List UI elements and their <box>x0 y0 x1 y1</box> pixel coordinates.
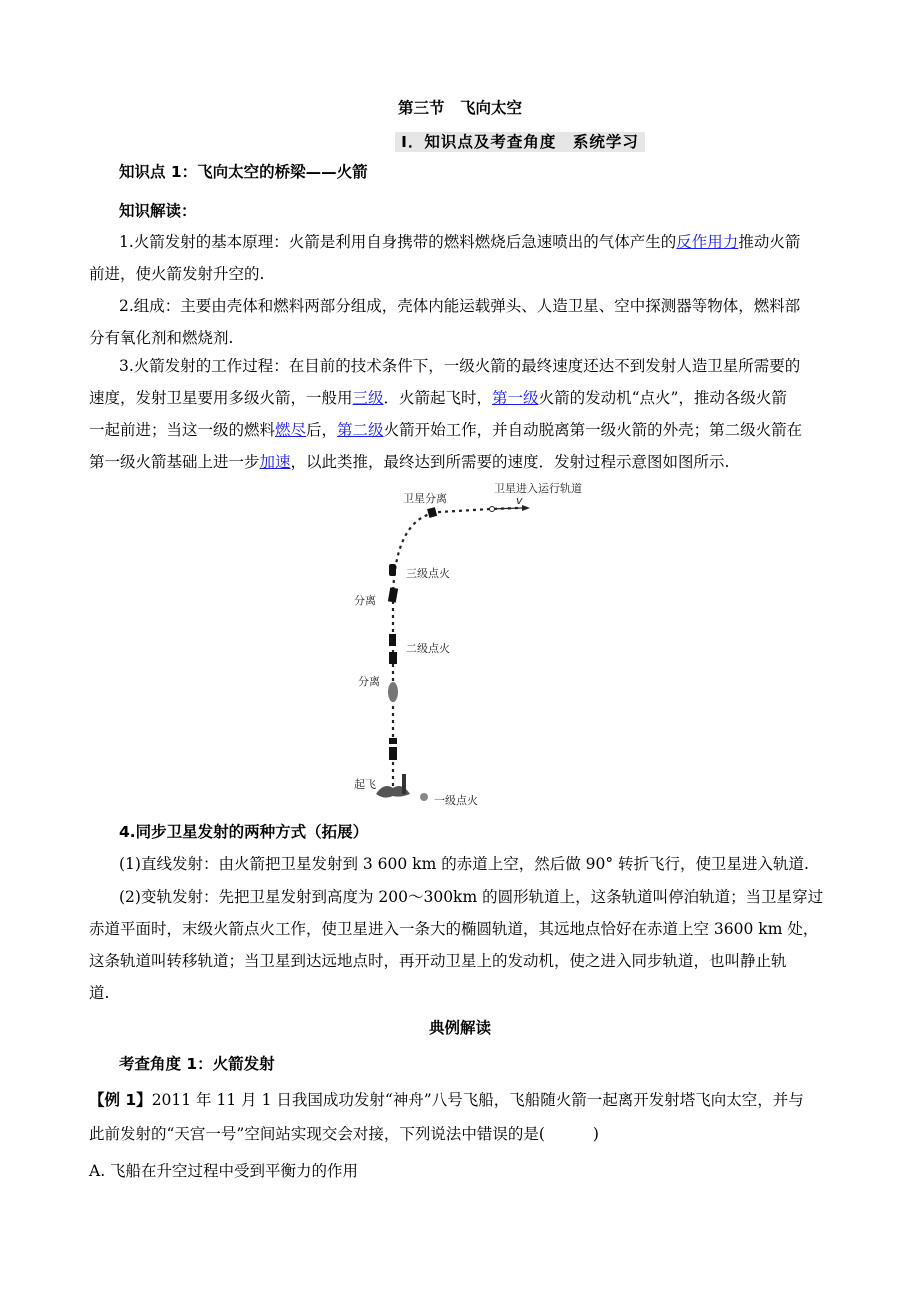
p3-text: ．火箭起飞时， <box>383 389 493 407</box>
satellite-dot <box>490 507 495 512</box>
example-1-label: 【例 1】 <box>89 1091 152 1109</box>
second-stage-body <box>389 652 397 664</box>
label-enter-orbit: 卫星进入运行轨道 <box>494 482 582 495</box>
p2-line2: 分有氧化剂和燃烧剂. <box>89 329 234 347</box>
p3-line1: 3.火箭发射的工作过程：在目前的技术条件下，一级火箭的最终速度还达不到发射人造卫星所需要的 <box>119 357 801 375</box>
link-three-stage[interactable]: 三级 <box>352 389 384 407</box>
link-burnout[interactable]: 燃尽 <box>275 421 307 439</box>
p3-text: 火箭开始工作，并自动脱离第一级火箭的外壳；第二级火箭在 <box>383 421 803 439</box>
p3-line3 <box>89 420 802 440</box>
p3-text: 第一级火箭基础上进一步 <box>89 453 260 471</box>
label-second-ignition: 二级点火 <box>406 642 450 655</box>
example-1-line1 <box>89 1090 804 1110</box>
first-stage-rocket <box>389 738 397 760</box>
examples-heading: 典例解读 <box>428 1019 491 1037</box>
p1-text-a: 1.火箭发射的基本原理：火箭是利用自身携带的燃料燃烧后急速喷出的气体产生的 <box>119 233 677 251</box>
second-stage-rocket <box>389 634 396 646</box>
example-1-text: 2011 年 11 月 1 日我国成功发射“神舟”八号飞船，飞船随火箭一起离开发射塔飞向太空，并与 <box>151 1091 804 1109</box>
link-accelerate[interactable]: 加速 <box>259 453 291 471</box>
p3-line4 <box>89 452 729 472</box>
link-reaction-force[interactable]: 反作用力 <box>676 233 739 251</box>
p3-text: 后， <box>306 421 338 439</box>
option-a[interactable]: A. 飞船在升空过程中受到平衡力的作用 <box>89 1162 359 1180</box>
launch-diagram-svg <box>340 476 582 811</box>
p4-method2-line2: 赤道平面时，末级火箭点火工作，使卫星进入一条大的椭圆轨道，其远地点恰好在赤道上空 3600 km 处， <box>89 920 819 938</box>
example-1-text: ) <box>592 1125 599 1143</box>
label-takeoff: 起飞 <box>354 778 376 791</box>
p3-text: ，以此类推，最终达到所需要的速度．发射过程示意图如图所示. <box>290 453 730 471</box>
p3-text: 火箭的发动机“点火”，推动各级火箭 <box>538 389 787 407</box>
p4-method2-line3: 这条轨道叫转移轨道；当卫星到达远地点时，再开动卫星上的发动机，使之进入同步轨道，也叫静止轨 <box>89 952 787 970</box>
smoke-puff <box>420 793 428 801</box>
label-satellite-separation: 卫星分离 <box>403 492 447 505</box>
section-banner <box>0 132 920 152</box>
example-1-line2 <box>89 1124 599 1144</box>
p3-text: 一起前进；当这一级的燃料 <box>89 421 276 439</box>
label-first-ignition: 一级点火 <box>434 794 478 807</box>
p1-line2: 前进，使火箭发射升空的. <box>89 265 265 283</box>
satellite-capsule <box>427 507 437 518</box>
p4-method2-line1: (2)变轨发射：先把卫星发射到高度为 200～300km 的圆形轨道上，这条轨道叫停泊轨道；当卫星穿过 <box>119 888 824 906</box>
link-second-stage[interactable]: 第二级 <box>337 421 384 439</box>
knowledge-point-title: 知识点 1：飞向太空的桥梁——火箭 <box>119 163 368 181</box>
label-velocity: v <box>516 494 523 507</box>
velocity-arrowhead <box>522 505 530 511</box>
banner-text: Ⅰ．知识点及考查角度 系统学习 <box>395 132 645 152</box>
link-first-stage[interactable]: 第一级 <box>492 389 539 407</box>
p4-method2-line4: 道. <box>89 984 110 1002</box>
separated-stage-1 <box>388 587 398 602</box>
p4-method1: (1)直线发射：由火箭把卫星发射到 3 600 km 的赤道上空，然后做 90° 转折飞行，使卫星进入轨道. <box>119 855 809 873</box>
separated-stage-2 <box>388 682 398 702</box>
example-1-text: 此前发射的“天宫一号”空间站实现交会对接，下列说法中错误的是( <box>89 1125 545 1143</box>
label-separation-2: 分离 <box>358 675 380 688</box>
explain-heading: 知识解读： <box>119 202 197 220</box>
launch-tower <box>402 774 406 794</box>
p4-title: 4.同步卫星发射的两种方式（拓展） <box>119 823 369 841</box>
label-separation-1: 分离 <box>354 594 376 607</box>
third-stage-rocket <box>389 564 396 576</box>
angle-1-title: 考查角度 1：火箭发射 <box>119 1055 275 1073</box>
p2-line1: 2.组成：主要由壳体和燃料两部分组成，壳体内能运载弹头、人造卫星、空中探测器等物体，燃料部 <box>119 297 801 315</box>
section-title: 第三节 飞向太空 <box>397 99 522 117</box>
p3-text: 速度，发射卫星要用多级火箭，一般用 <box>89 389 353 407</box>
p3-line2 <box>89 388 787 408</box>
label-third-ignition: 三级点火 <box>406 567 450 580</box>
p1-text-b: 推动火箭 <box>738 233 801 251</box>
p1-line1 <box>119 232 800 252</box>
launch-diagram <box>340 476 582 811</box>
first-stage-band <box>389 744 397 747</box>
